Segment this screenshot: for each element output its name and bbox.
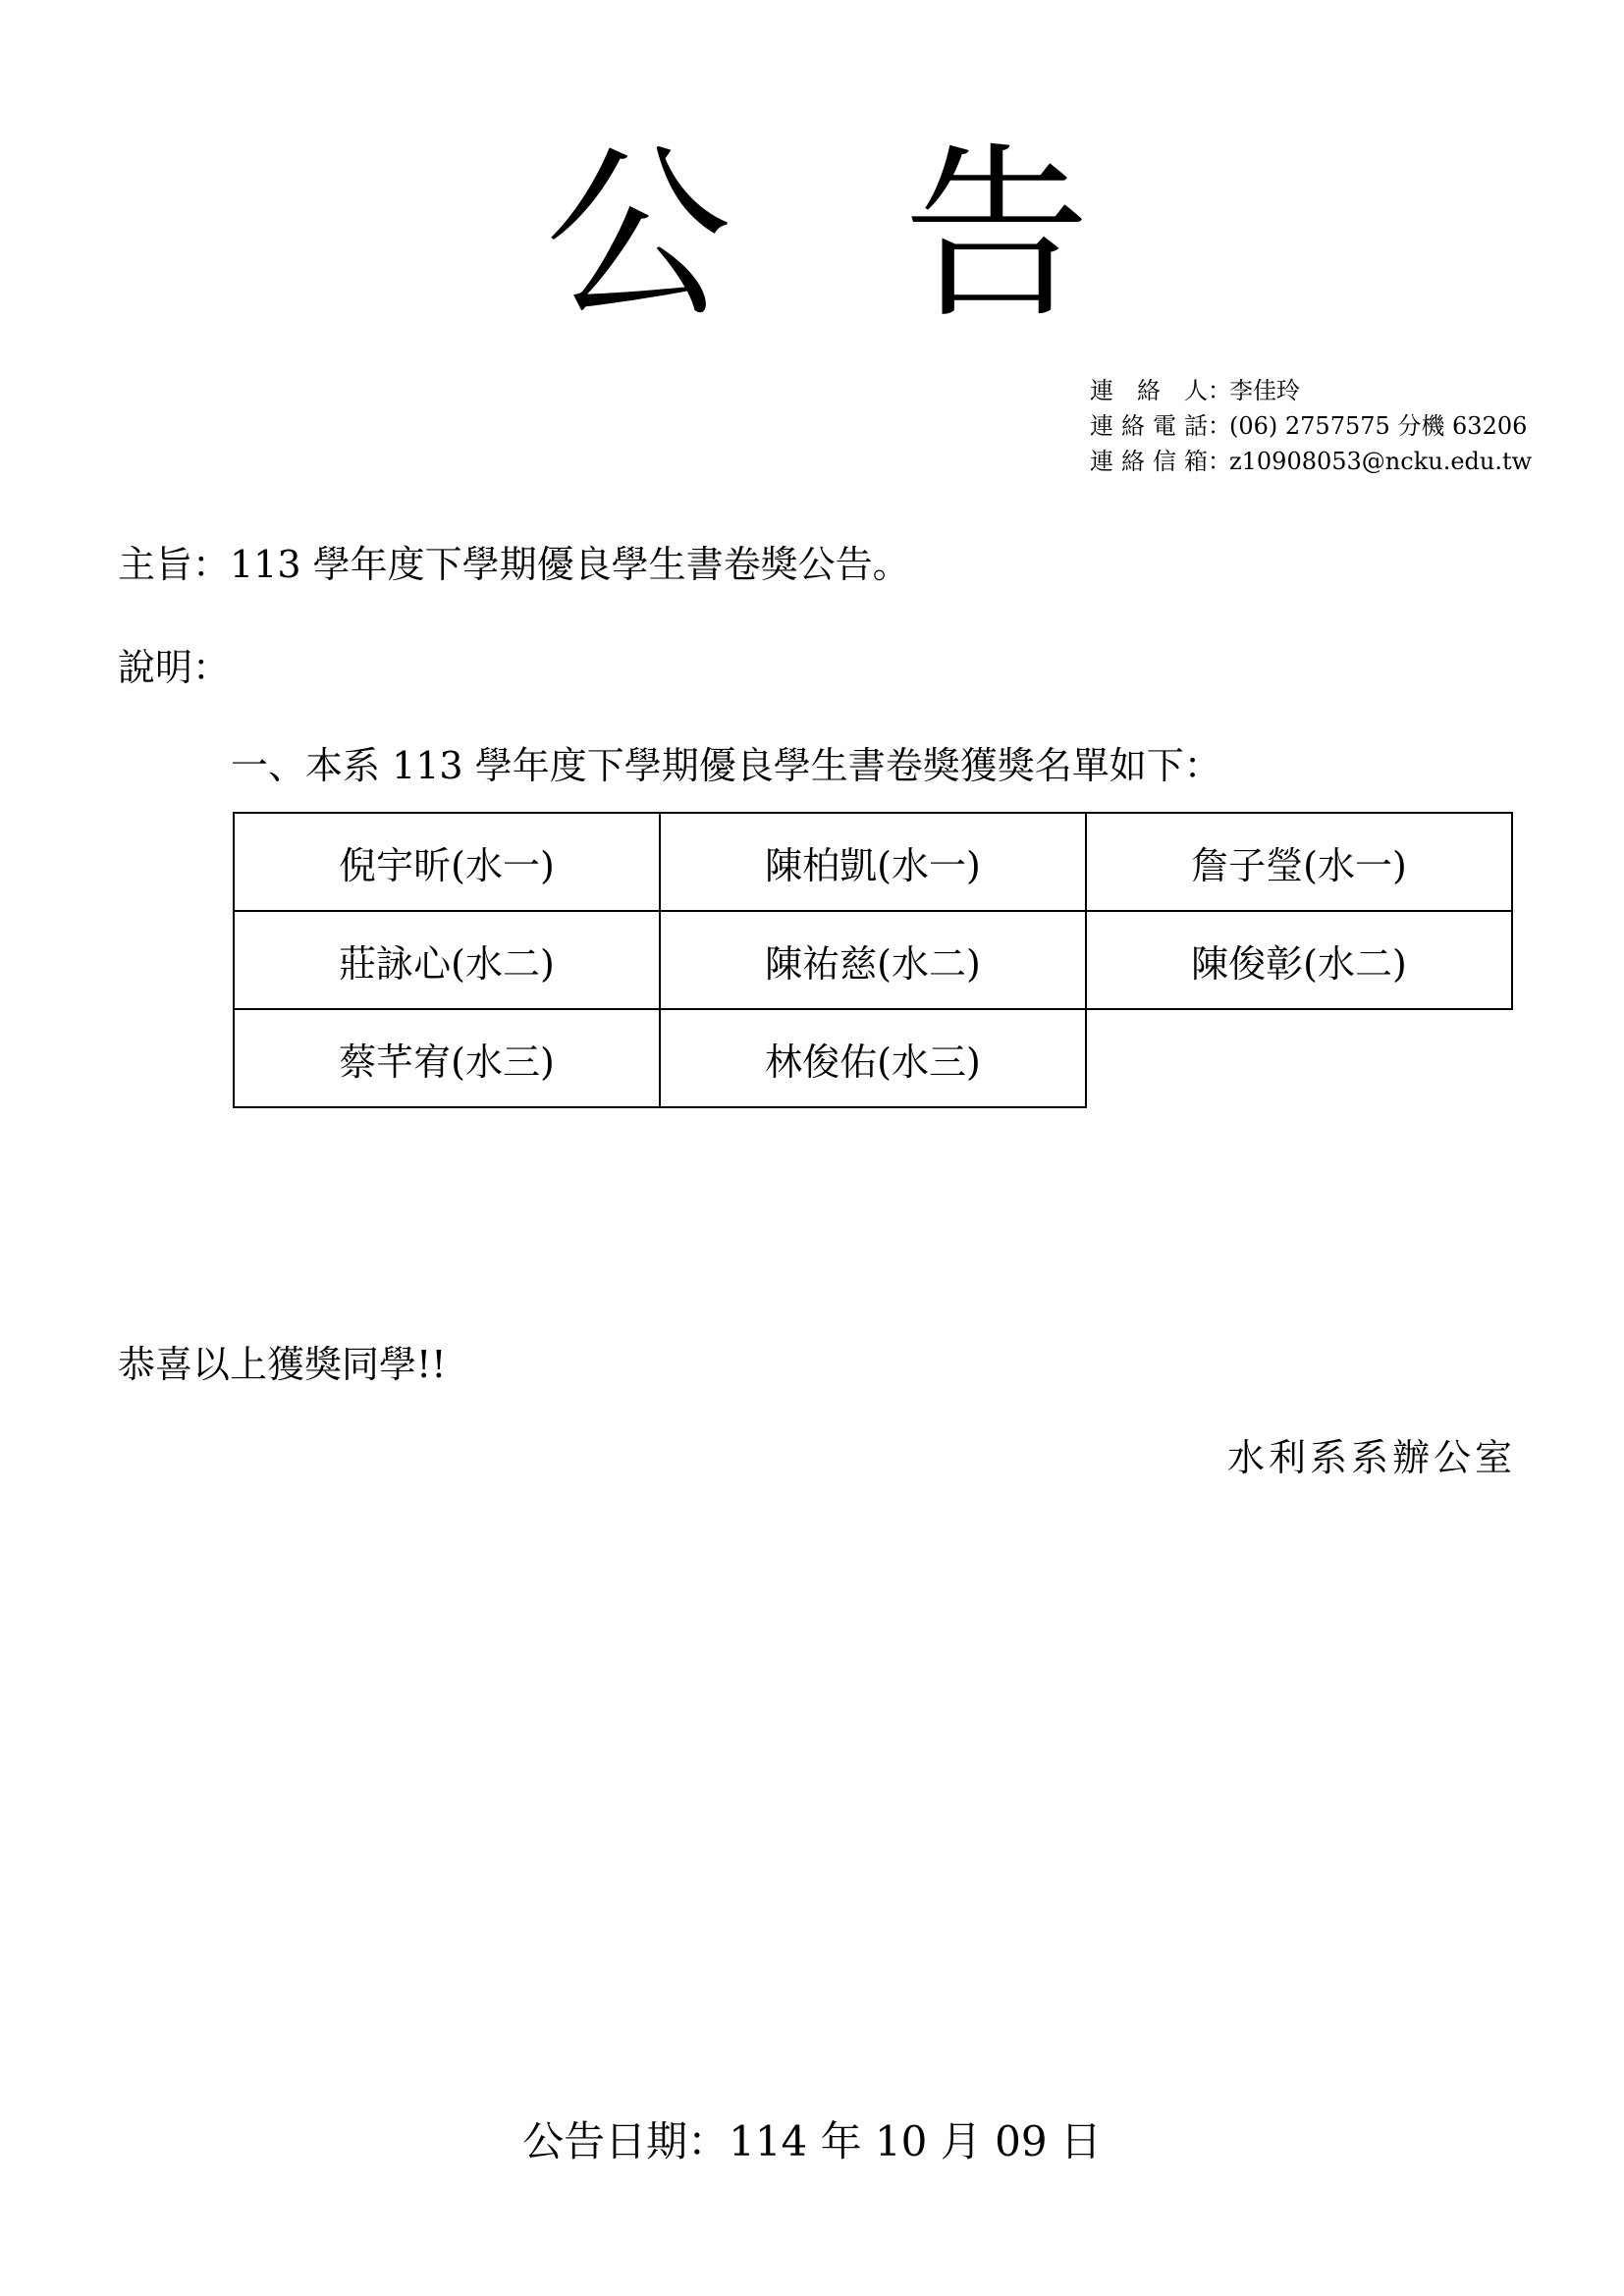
winner-cell: 陳柏凱(水一)	[660, 813, 1086, 911]
contact-email-row	[1090, 444, 1532, 479]
table-row	[234, 1009, 1512, 1107]
winner-cell: 林俊佑(水三)	[660, 1009, 1086, 1107]
office-signature: 水利系系辦公室	[1226, 1436, 1516, 1479]
explanation-item-one: 一、本系 113 學年度下學期優良學生書卷獎獲獎名單如下：	[231, 744, 1221, 787]
contact-person-value: 李佳玲	[1229, 377, 1300, 404]
announcement-title	[0, 123, 1624, 348]
winner-cell: 詹子瑩(水一)	[1086, 813, 1512, 911]
contact-phone-row	[1090, 408, 1532, 444]
contact-person-label: 連絡人	[1090, 377, 1208, 404]
contact-separator: ：	[1208, 377, 1231, 404]
empty-cell	[1086, 1009, 1512, 1107]
table-row	[234, 813, 1512, 911]
winner-cell: 陳祐慈(水二)	[660, 911, 1086, 1009]
contact-phone-label: 連絡電話	[1090, 412, 1208, 440]
title-char-2: 告	[902, 127, 1090, 344]
contact-separator: ：	[1208, 448, 1231, 475]
explanation-label: 說明：	[118, 646, 231, 689]
winner-cell: 陳俊彰(水二)	[1086, 911, 1512, 1009]
contact-separator: ：	[1208, 412, 1231, 440]
winner-cell: 倪宇昕(水一)	[234, 813, 660, 911]
table-row	[234, 911, 1512, 1009]
contact-info	[1090, 373, 1532, 479]
announcement-date: 公告日期：114 年 10 月 09 日	[522, 2117, 1102, 2165]
contact-phone-value: (06) 2757575 分機 63206	[1229, 412, 1528, 440]
winner-cell: 莊詠心(水二)	[234, 911, 660, 1009]
title-char-1: 公	[544, 127, 731, 344]
contact-email-value: z10908053@ncku.edu.tw	[1229, 448, 1533, 475]
contact-email-label: 連絡信箱	[1090, 448, 1208, 475]
subject-line: 主旨：113 學年度下學期優良學生書卷獎公告。	[118, 543, 910, 586]
congratulations-text: 恭喜以上獲獎同學!!	[118, 1343, 447, 1386]
winners-table	[233, 812, 1513, 1108]
winner-cell: 蔡芊宥(水三)	[234, 1009, 660, 1107]
contact-person-row	[1090, 373, 1532, 408]
